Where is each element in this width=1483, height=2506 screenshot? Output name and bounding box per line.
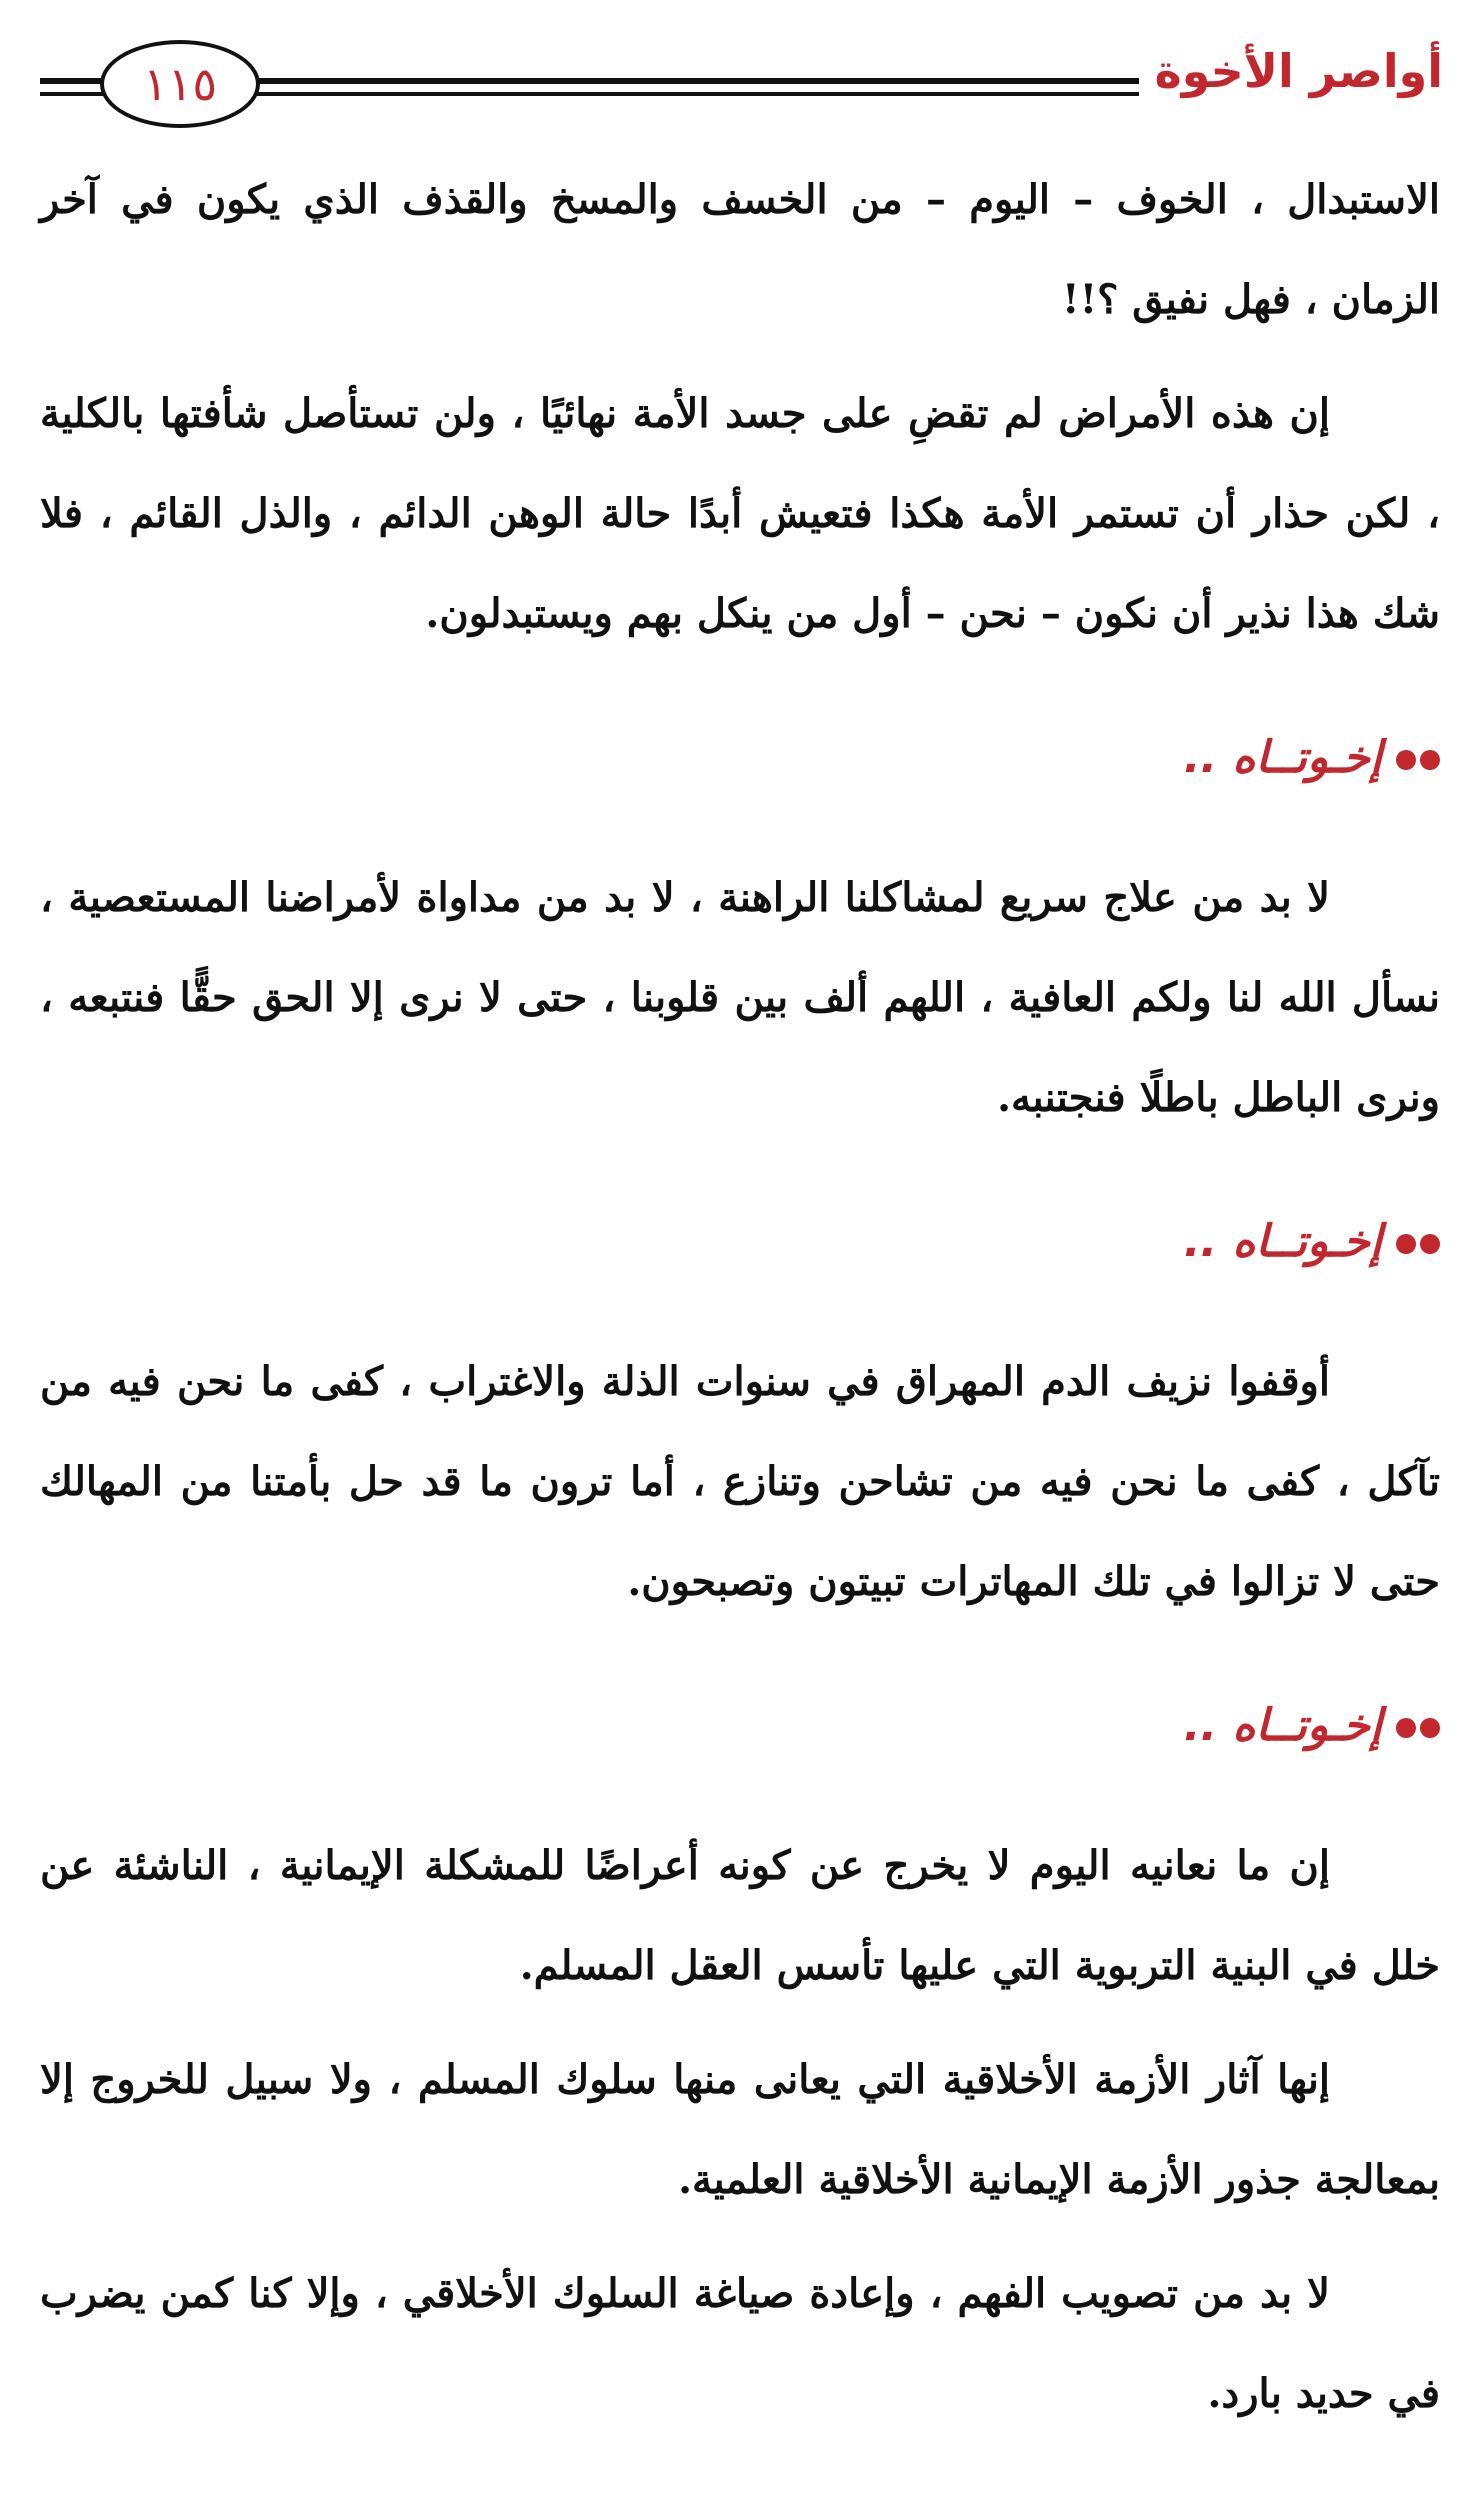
bullet-dots-icon: [1392, 1666, 1440, 1786]
dot-icon: [1420, 1718, 1440, 1738]
page-header: [0, 30, 1483, 140]
dot-icon: [1420, 750, 1440, 770]
section-heading-text: إخـوتــاه ..: [1183, 1700, 1382, 1751]
section-heading: [40, 698, 1440, 818]
dot-icon: [1396, 750, 1416, 770]
body-paragraph: إن هذه الأمراض لم تقضِ على جسد الأمة نهائيًا ، ولن تستأصل شأفتها بالكلية ، لكن حذار أن تستمر الأمة هكذا فتعيش أبدًا حالة الوهن الدائم ، والذل القائم ، فلا شك هذا نذير أن نكون – نحن – أول من ينكل بهم ويستبدلون.: [40, 390, 1440, 637]
dot-icon: [1420, 1234, 1440, 1254]
running-title: أواصر الأخوة: [1139, 44, 1443, 98]
body-paragraph: لا بد من علاج سريع لمشاكلنا الراهنة ، لا بد من مداواة لأمراضنا المستعصية ، نسأل الله لنا ولكم العافية ، اللهم ألف بين قلوبنا ، حتى لا نرى إلا الحق حقًّا فنتبعه ، ونرى الباطل باطلًا فنجتنبه.: [40, 874, 1441, 1121]
body-paragraph: لا بد من تصويب الفهم ، وإعادة صياغة السلوك الأخلاقي ، وإلا كنا كمن يضرب في حديد بارد.: [40, 2270, 1440, 2417]
dot-icon: [1396, 1234, 1416, 1254]
page-body: [40, 150, 1440, 2458]
bullet-dots-icon: [1392, 1182, 1440, 1302]
body-paragraph: إنها آثار الأزمة الأخلاقية التي يعانى منها سلوك المسلم ، ولا سبيل للخروج إلا بمعالجة جذور الأزمة الإيمانية الأخلاقية العلمية.: [40, 2056, 1440, 2203]
section-heading-text: إخـوتــاه ..: [1183, 732, 1382, 783]
dot-icon: [1396, 1718, 1416, 1738]
bullet-dots-icon: [1392, 698, 1440, 818]
page-number: ١١٥: [100, 40, 260, 128]
section-heading: [40, 1666, 1440, 1786]
body-paragraph: إن ما نعانيه اليوم لا يخرج عن كونه أعراضًا للمشكلة الإيمانية ، الناشئة عن خلل في البنية التربوية التي عليها تأسس العقل المسلم.: [40, 1842, 1440, 1989]
body-paragraph: أوقفوا نزيف الدم المهراق في سنوات الذلة والاغتراب ، كفى ما نحن فيه من تآكل ، كفى ما نحن فيه من تشاحن وتنازع ، أما ترون ما قد حل بأمتنا من المهالك حتى لا تزالوا في تلك المهاترات تبيتون وتصبحون.: [40, 1358, 1440, 1605]
body-paragraph: الاستبدال ، الخوف – اليوم – من الخسف والمسخ والقذف الذي يكون في آخر الزمان ، فهل نفيق ؟!!: [40, 176, 1440, 323]
section-heading-text: إخـوتــاه ..: [1183, 1216, 1382, 1267]
section-heading: [40, 1182, 1440, 1302]
